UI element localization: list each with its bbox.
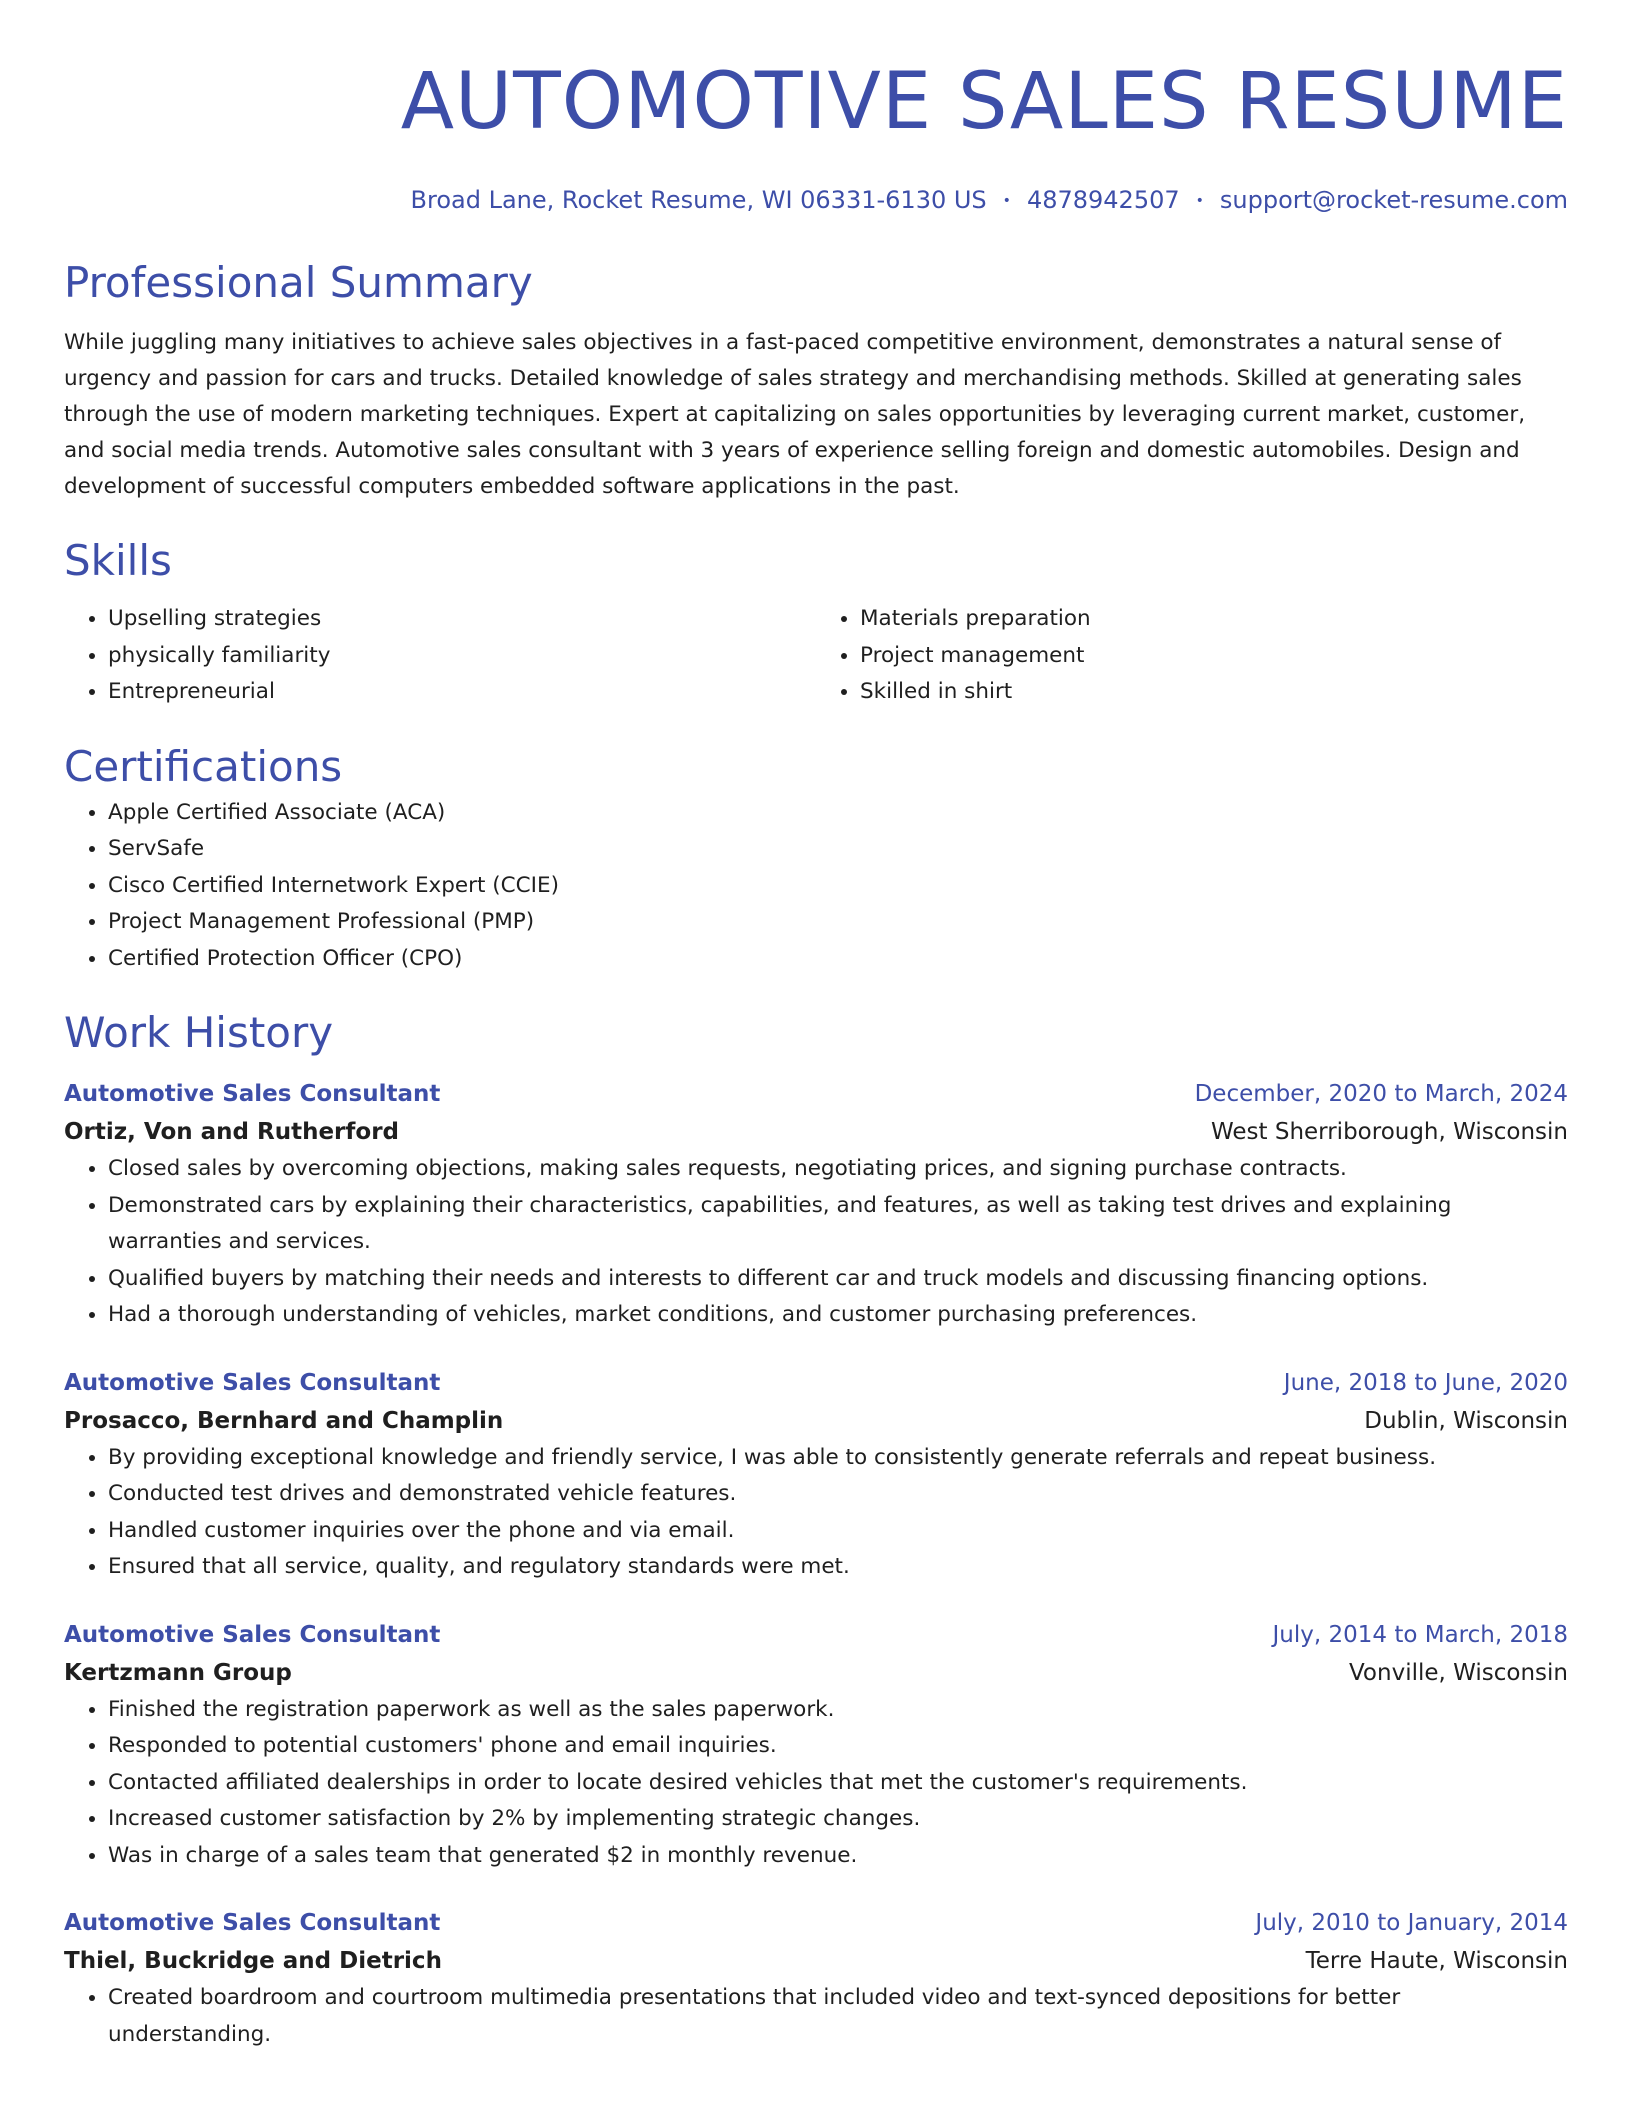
job-bullets — [64, 1692, 1568, 1875]
job-company: Kertzmann Group — [64, 1659, 292, 1686]
list-item: • Project management — [860, 638, 1568, 675]
list-item: • Cisco Certified Internetwork Expert (CCIE) — [108, 868, 1568, 905]
resume-page — [64, 0, 1568, 2053]
contact-separator: • — [1195, 193, 1204, 209]
job-location: West Sherriborough, Wisconsin — [1210, 1119, 1568, 1145]
list-item: • By providing exceptional knowledge and friendly service, I was able to consistently generate referrals and repeat business. — [108, 1440, 1568, 1477]
contact-phone: 4878942507 — [1026, 186, 1180, 214]
job-location: Dublin, Wisconsin — [1364, 1407, 1568, 1434]
work-history-heading: Work History — [64, 1008, 334, 1057]
contact-address: Broad Lane, Rocket Resume, WI 06331-6130 US — [410, 186, 987, 214]
certifications-section — [64, 739, 1568, 978]
job-bullets — [64, 1151, 1568, 1334]
summary-heading: Professional Summary — [64, 258, 533, 307]
job-entry — [64, 1364, 1568, 1586]
resume-title: AUTOMOTIVE SALES RESUME — [400, 57, 1568, 147]
list-item: • physically familiarity — [108, 638, 816, 675]
job-company: Ortiz, Von and Rutherford — [64, 1119, 400, 1145]
job-location: Terre Haute, Wisconsin — [1305, 1948, 1568, 1974]
list-item: • Closed sales by overcoming objections, making sales requests, negotiating prices, and signing purchase contracts. — [108, 1151, 1568, 1188]
list-item: • Apple Certified Associate (ACA) — [108, 795, 1568, 832]
skills-section — [64, 533, 1568, 711]
job-bullets — [64, 1440, 1568, 1586]
job-title: Automotive Sales Consultant — [64, 1621, 441, 1648]
list-item: • Project Management Professional (PMP) — [108, 904, 1568, 941]
job-dates: July, 2010 to January, 2014 — [1255, 1910, 1568, 1936]
work-history-section — [64, 1005, 1568, 2053]
job-company: Thiel, Buckridge and Dietrich — [64, 1948, 442, 1974]
job-entry — [64, 1904, 1568, 2053]
list-item: • Materials preparation — [860, 601, 1568, 638]
job-location: Vonville, Wisconsin — [1348, 1659, 1568, 1686]
certifications-heading: Certifications — [64, 741, 343, 791]
job-dates: December, 2020 to March, 2024 — [1194, 1081, 1568, 1107]
job-dates: June, 2018 to June, 2020 — [1283, 1369, 1568, 1396]
list-item: • Contacted affiliated dealerships in order to locate desired vehicles that met the customer's requirements. — [108, 1765, 1568, 1802]
job-entry — [64, 1616, 1568, 1875]
job-entry — [64, 1075, 1568, 1334]
skills-heading: Skills — [64, 536, 172, 585]
contact-line — [64, 184, 1568, 217]
job-bullets — [64, 1980, 1568, 2053]
list-item: • Responded to potential customers' phone and email inquiries. — [108, 1728, 1568, 1765]
list-item: • Qualified buyers by matching their needs and interests to different car and truck models and discussing financing options. — [108, 1261, 1568, 1298]
list-item: • Had a thorough understanding of vehicles, market conditions, and customer purchasing preferences. — [108, 1297, 1568, 1334]
skills-list-left — [64, 601, 816, 711]
list-item: • Conducted test drives and demonstrated vehicle features. — [108, 1476, 1568, 1513]
skills-columns — [64, 601, 1568, 711]
summary-section — [64, 255, 1568, 505]
job-dates: July, 2014 to March, 2018 — [1272, 1621, 1568, 1648]
job-title: Automotive Sales Consultant — [64, 1081, 441, 1107]
skills-list-right — [816, 601, 1568, 711]
list-item: • Skilled in shirt — [860, 674, 1568, 711]
contact-email[interactable]: support@rocket-resume.com — [1219, 186, 1568, 214]
list-item: • Was in charge of a sales team that generated $2 in monthly revenue. — [108, 1838, 1568, 1875]
list-item: • Entrepreneurial — [108, 674, 816, 711]
list-item: • Increased customer satisfaction by 2% by implementing strategic changes. — [108, 1801, 1568, 1838]
list-item: • Upselling strategies — [108, 601, 816, 638]
list-item: • Finished the registration paperwork as well as the sales paperwork. — [108, 1692, 1568, 1729]
job-title: Automotive Sales Consultant — [64, 1369, 441, 1396]
job-title: Automotive Sales Consultant — [64, 1910, 441, 1936]
summary-text: While juggling many initiatives to achieve sales objectives in a fast-paced competitive environment, demonstrates a natural sense of urgency and passion for cars and trucks. Detailed knowledge of sales strategy and merchandising methods. Skilled at generating sales through the use of modern marketing techniques. Expert at capitalizing on sales opportunities by leveraging current market, customer, and social media trends. Automotive sales consultant with 3 years of experience selling foreign and domestic automobiles. Design and development of successful computers embedded software applications in the past. — [64, 330, 1526, 499]
list-item: • ServSafe — [108, 831, 1568, 868]
list-item: • Demonstrated cars by explaining their characteristics, capabilities, and features, as well as taking test drives and explaining warranties and services. — [108, 1188, 1568, 1261]
list-item: • Handled customer inquiries over the phone and via email. — [108, 1513, 1568, 1550]
list-item: • Created boardroom and courtroom multimedia presentations that included video and text-synced depositions for better understanding. — [108, 1980, 1568, 2053]
list-item: • Ensured that all service, quality, and regulatory standards were met. — [108, 1549, 1568, 1586]
job-company: Prosacco, Bernhard and Champlin — [64, 1407, 504, 1434]
list-item: • Certified Protection Officer (CPO) — [108, 941, 1568, 978]
certifications-list — [64, 795, 1568, 978]
contact-separator: • — [1002, 193, 1011, 209]
